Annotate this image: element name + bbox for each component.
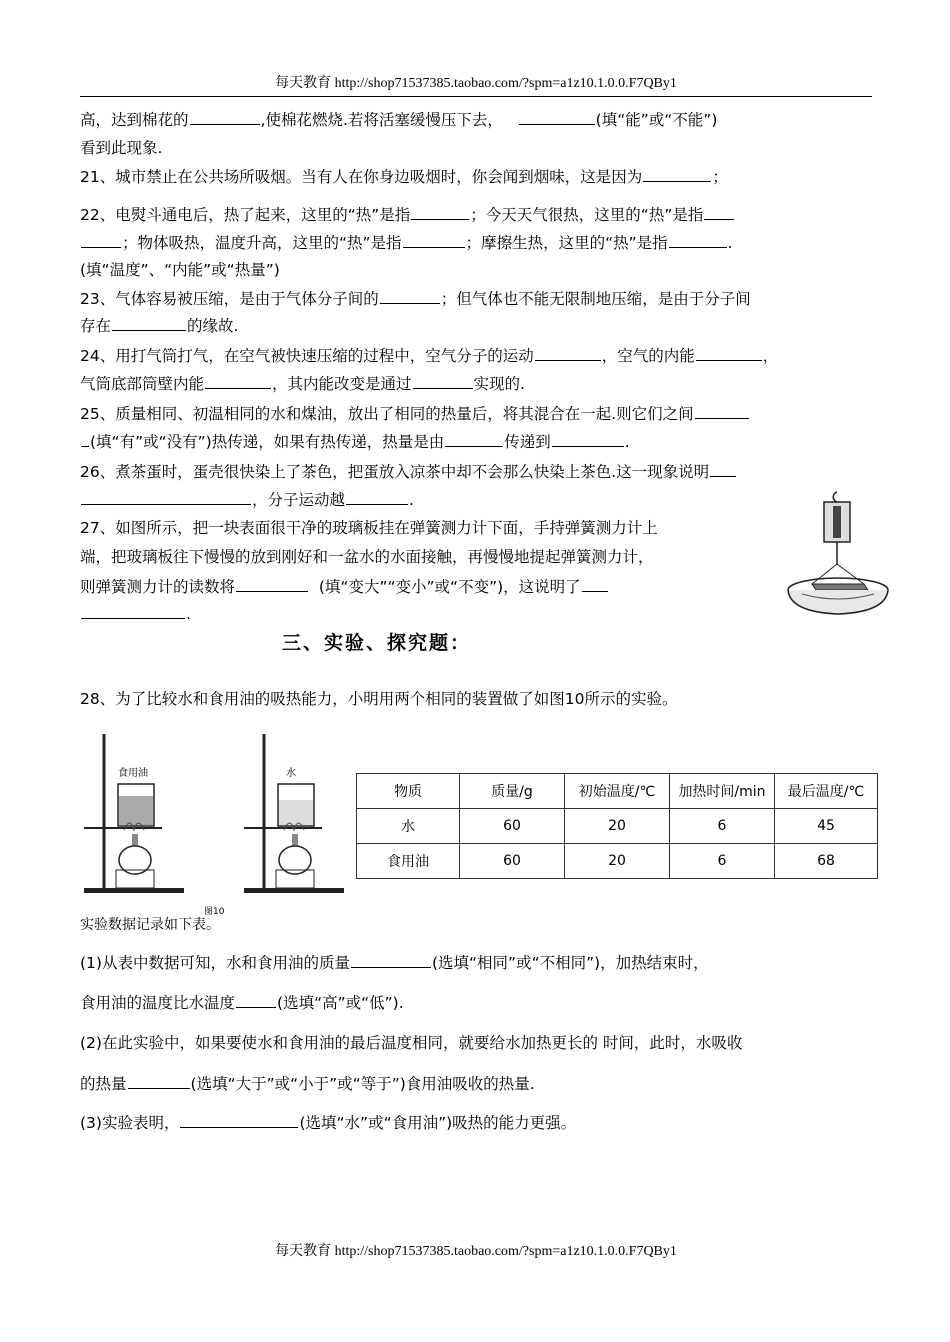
q22-blank-3 [403,232,465,248]
q24-text-f: 实现的. [473,375,525,393]
q23-blank-1 [380,288,440,304]
table-header-cell: 物质 [357,774,460,809]
q25-text-a: 25、质量相同、初温相同的水和煤油，放出了相同的热量后，将其混合在一起.则它们之间 [80,405,694,423]
section-title: 三、实验、探究题： [282,632,472,654]
table-cell: 20 [565,809,670,844]
table-header-cell: 质量/g [460,774,565,809]
table-row [357,844,878,879]
q26-blank-1b [81,489,251,505]
q22-blank-2b [81,232,121,248]
q28-intro: 28、为了比较水和食用油的吸热能力，小明用两个相同的装置做了如图10所示的实验。 [80,690,678,708]
q25-text-d: . [624,433,630,451]
q28-p2-line2 [80,1073,535,1095]
q27-line4 [80,603,191,625]
fig-label-oil: 食用油 [118,768,148,779]
q27-text-c: . [186,605,191,623]
q26-text-b: ，分子运动越 [252,491,346,509]
q28-record: 实验数据记录如下表。 [80,917,220,933]
q24-line2 [80,373,525,395]
q22-blank-1 [411,204,469,220]
q28-blank-3 [128,1073,190,1089]
q27-blank-2b [81,603,185,619]
spring-scale-figure [782,488,894,628]
q28-blank-4 [180,1112,298,1128]
q28-p1-text-a: (1)从表中数据可知，水和食用油的质量 [80,954,350,972]
fig-caption: 图10 [204,907,225,917]
q20-line2: 看到此现象. [80,139,163,157]
q24-blank-1 [535,345,601,361]
q25-line1 [80,403,750,425]
q28-p3-line1 [80,1112,576,1134]
q22-text-a: 22、电熨斗通电后，热了起来，这里的“热”是指 [80,206,411,224]
q24-blank-2 [696,345,762,361]
q27-text-b: (填“变大”“变小”或“不变”)，这说明了 [318,578,581,596]
fig-label-water: 水 [286,768,296,779]
q24-blank-4 [413,373,473,389]
q28-p3-text-b: (选填“水”或“食用油”)吸热的能力更强。 [299,1114,577,1132]
figure-10-apparatus [80,730,352,920]
q28-blank-1 [351,952,431,968]
header-rule [80,96,872,97]
table-cell: 60 [460,809,565,844]
q24-text-d: 气筒底部筒壁内能 [80,375,205,393]
q21-line1 [80,166,728,188]
q28-p1-line1 [80,952,709,974]
page-footer: 每天教育 http://shop71537385.taobao.com/?spm=a1z10.1.0.0.F7QBy1 [275,1244,677,1259]
table-cell: 6 [670,809,775,844]
q23-text-d: 的缘故. [187,317,239,335]
q20-line1 [80,109,717,131]
q26-blank-1 [710,461,736,477]
q27-blank-2 [582,576,608,592]
table-cell: 食用油 [357,844,460,879]
table-cell: 68 [775,844,878,879]
q28-p1-line2 [80,992,404,1014]
q22-text-c: ；物体吸热，温度升高，这里的“热”是指 [122,234,402,252]
q25-blank-1 [695,403,749,419]
q21-text: 21、城市禁止在公共场所吸烟。当有人在你身边吸烟时，你会闻到烟味，这是因为 [80,168,643,186]
table-row [357,809,878,844]
q26-line2 [80,489,414,511]
q20-text-b: ,使棉花燃烧.若将活塞缓慢压下去， [260,111,503,129]
q28-p2-text-b: 的热量 [80,1075,127,1093]
q24-blank-3 [205,373,271,389]
q28-p1-text-c: 食用油的温度比水温度 [80,994,236,1012]
q28-p1-text-b: (选填“相同”或“不相同”)，加热结束时， [431,954,709,972]
table-header-cell: 最后温度/℃ [775,774,878,809]
q25-text-c: 传递到 [504,433,551,451]
q21-end: ； [712,168,728,186]
q24-text-e: ，其内能改变是通过 [272,375,412,393]
q22-text-d: ；摩擦生热，这里的“热”是指 [465,234,668,252]
q28-blank-2 [236,992,276,1008]
q24-text-b: ，空气的内能 [601,347,695,365]
q26-line1 [80,461,737,483]
q24-text-a: 24、用打气筒打气，在空气被快速压缩的过程中，空气分子的运动 [80,347,534,365]
q26-blank-2 [346,489,408,505]
q23-line2 [80,315,238,337]
q26-text-a: 26、煮茶蛋时，蛋壳很快染上了茶色，把蛋放入凉茶中却不会那么快染上茶色.这一现象说明 [80,463,710,481]
q25-blank-3 [552,431,624,447]
data-table [356,773,878,879]
q26-text-c: . [409,491,414,509]
q21-blank [643,166,711,182]
q20-text-a: 高，达到棉花的 [80,111,189,129]
page-header: 每天教育 http://shop71537385.taobao.com/?spm=a1z10.1.0.0.F7QBy1 [275,76,677,91]
q23-text-a: 23、气体容易被压缩，是由于气体分子间的 [80,290,379,308]
q27-line1: 27、如图所示，把一块表面很干净的玻璃板挂在弹簧测力计下面，手持弹簧测力计上 [80,519,658,537]
q22-line3: (填“温度”、“内能”或“热量”) [80,261,280,279]
q25-blank-2 [445,431,503,447]
q28-p1-text-d: (选填“高”或“低”). [277,994,404,1012]
table-header-row [357,774,878,809]
q28-p2-text-c: (选填“大于”或“小于”或“等于”)食用油吸收的热量. [190,1075,535,1093]
q23-blank-2 [112,315,186,331]
q20-text-c: (填“能”或“不能”) [595,111,718,129]
q22-line1 [80,204,735,226]
q23-text-c: 存在 [80,317,112,335]
table-cell: 45 [775,809,878,844]
q24-text-c: ， [762,347,779,365]
q25-text-b: (填“有”或“没有”)热传递，如果有热传递，热量是由 [90,433,445,451]
table-cell: 水 [357,809,460,844]
q25-line2 [80,431,630,453]
table-cell: 6 [670,844,775,879]
q27-line2: 端，把玻璃板往下慢慢的放到刚好和一盆水的水面接触，再慢慢地提起弹簧测力计， [80,548,654,566]
q27-text-a: 则弹簧测力计的读数将 [80,578,236,596]
q25-blank-1b [81,431,89,447]
q23-text-b: ；但气体也不能无限制地压缩，是由于分子间 [440,290,751,308]
q22-text-b: ；今天天气很热，这里的“热”是指 [470,206,704,224]
table-cell: 20 [565,844,670,879]
table-header-cell: 初始温度/℃ [565,774,670,809]
q27-blank-1 [236,576,308,592]
q22-text-e: . [727,234,733,252]
table-header-cell: 加热时间/min [670,774,775,809]
q28-p2-line1: (2)在此实验中，如果要使水和食用油的最后温度相同，就要给水加热更长的 时间，此时，水吸收 [80,1034,743,1052]
q22-blank-2 [704,204,734,220]
q28-p3-text-a: (3)实验表明， [80,1114,180,1132]
q22-blank-4 [669,232,727,248]
q23-line1 [80,288,751,310]
q20-blank-1 [190,109,260,125]
q20-blank-2 [519,109,595,125]
q22-line2 [80,232,733,254]
q27-line3 [80,576,609,598]
table-cell: 60 [460,844,565,879]
q24-line1 [80,345,778,367]
